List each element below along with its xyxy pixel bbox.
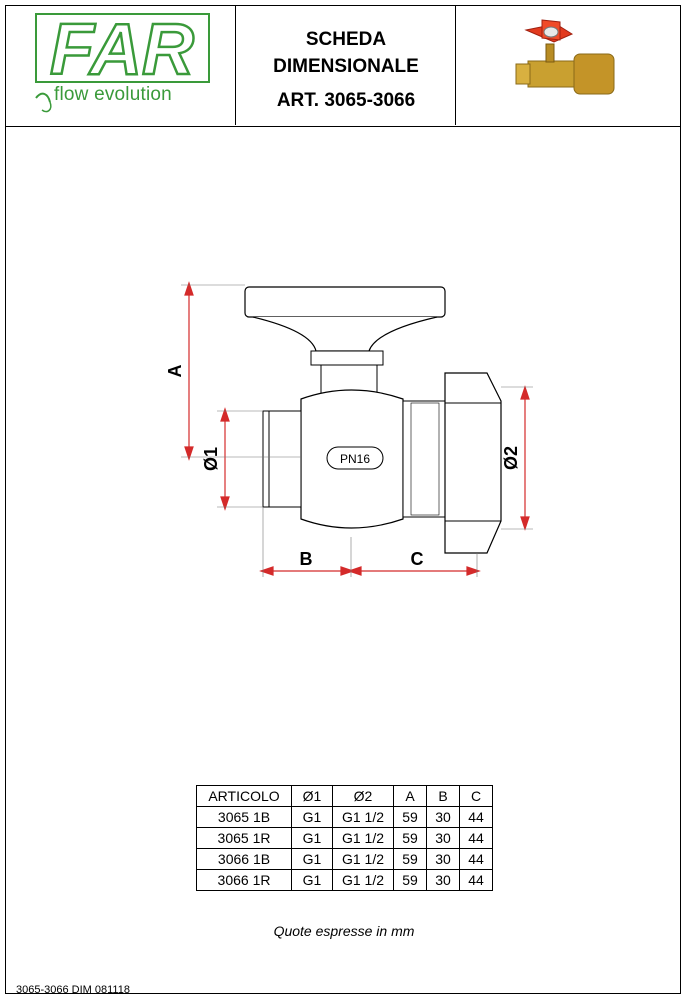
title-line-1: SCHEDA (305, 29, 387, 50)
table-row (197, 849, 493, 870)
table-row (197, 828, 493, 849)
table-row (197, 807, 493, 828)
table-header-row (197, 786, 493, 807)
document-sheet (5, 5, 681, 994)
table-row (197, 870, 493, 891)
label-c: C (410, 549, 424, 569)
cell-c: 44 (460, 828, 493, 849)
title-line-3: ART. 3065-3066 (276, 90, 416, 111)
cell-b: 30 (427, 828, 460, 849)
cell-articolo: 3065 1R (197, 828, 292, 849)
cell-articolo: 3065 1B (197, 807, 292, 828)
cell-b: 30 (427, 849, 460, 870)
header-d1: Ø1 (292, 786, 333, 807)
cell-articolo: 3066 1R (197, 870, 292, 891)
header (6, 6, 680, 127)
cell-d1: G1 (292, 828, 333, 849)
header-a: A (394, 786, 427, 807)
product-photo-cell (456, 6, 680, 125)
valve-photo-icon (456, 6, 680, 125)
header-c: C (460, 786, 493, 807)
cell-a: 59 (394, 870, 427, 891)
cell-a: 59 (394, 828, 427, 849)
cell-d1: G1 (292, 849, 333, 870)
label-d1: Ø1 (201, 446, 221, 472)
cell-d1: G1 (292, 807, 333, 828)
cell-d2: G1 1/2 (333, 828, 394, 849)
dimensional-drawing (141, 271, 541, 591)
label-d2: Ø2 (501, 445, 521, 471)
cell-a: 59 (394, 807, 427, 828)
title-cell (236, 6, 456, 125)
cell-d2: G1 1/2 (333, 807, 394, 828)
header-d2: Ø2 (333, 786, 394, 807)
logo-text: FAR (50, 10, 194, 90)
cell-b: 30 (427, 870, 460, 891)
logo-tagline: flow evolution (54, 84, 172, 105)
cell-d2: G1 1/2 (333, 849, 394, 870)
far-logo (6, 6, 236, 125)
title-line-2: DIMENSIONALE (273, 56, 419, 77)
body-mark: PN16 (339, 452, 371, 466)
label-a: A (165, 364, 185, 378)
cell-d2: G1 1/2 (333, 870, 394, 891)
logo-cell (6, 6, 236, 125)
dimensions-table (196, 785, 493, 891)
units-note: Quote espresse in mm (273, 923, 415, 939)
document-code: 3065-3066 DIM 081118 (16, 984, 130, 996)
cell-articolo: 3066 1B (197, 849, 292, 870)
header-articolo: ARTICOLO (197, 786, 292, 807)
cell-c: 44 (460, 807, 493, 828)
cell-c: 44 (460, 870, 493, 891)
label-b: B (299, 549, 313, 569)
cell-b: 30 (427, 807, 460, 828)
header-b: B (427, 786, 460, 807)
cell-a: 59 (394, 849, 427, 870)
cell-c: 44 (460, 849, 493, 870)
cell-d1: G1 (292, 870, 333, 891)
